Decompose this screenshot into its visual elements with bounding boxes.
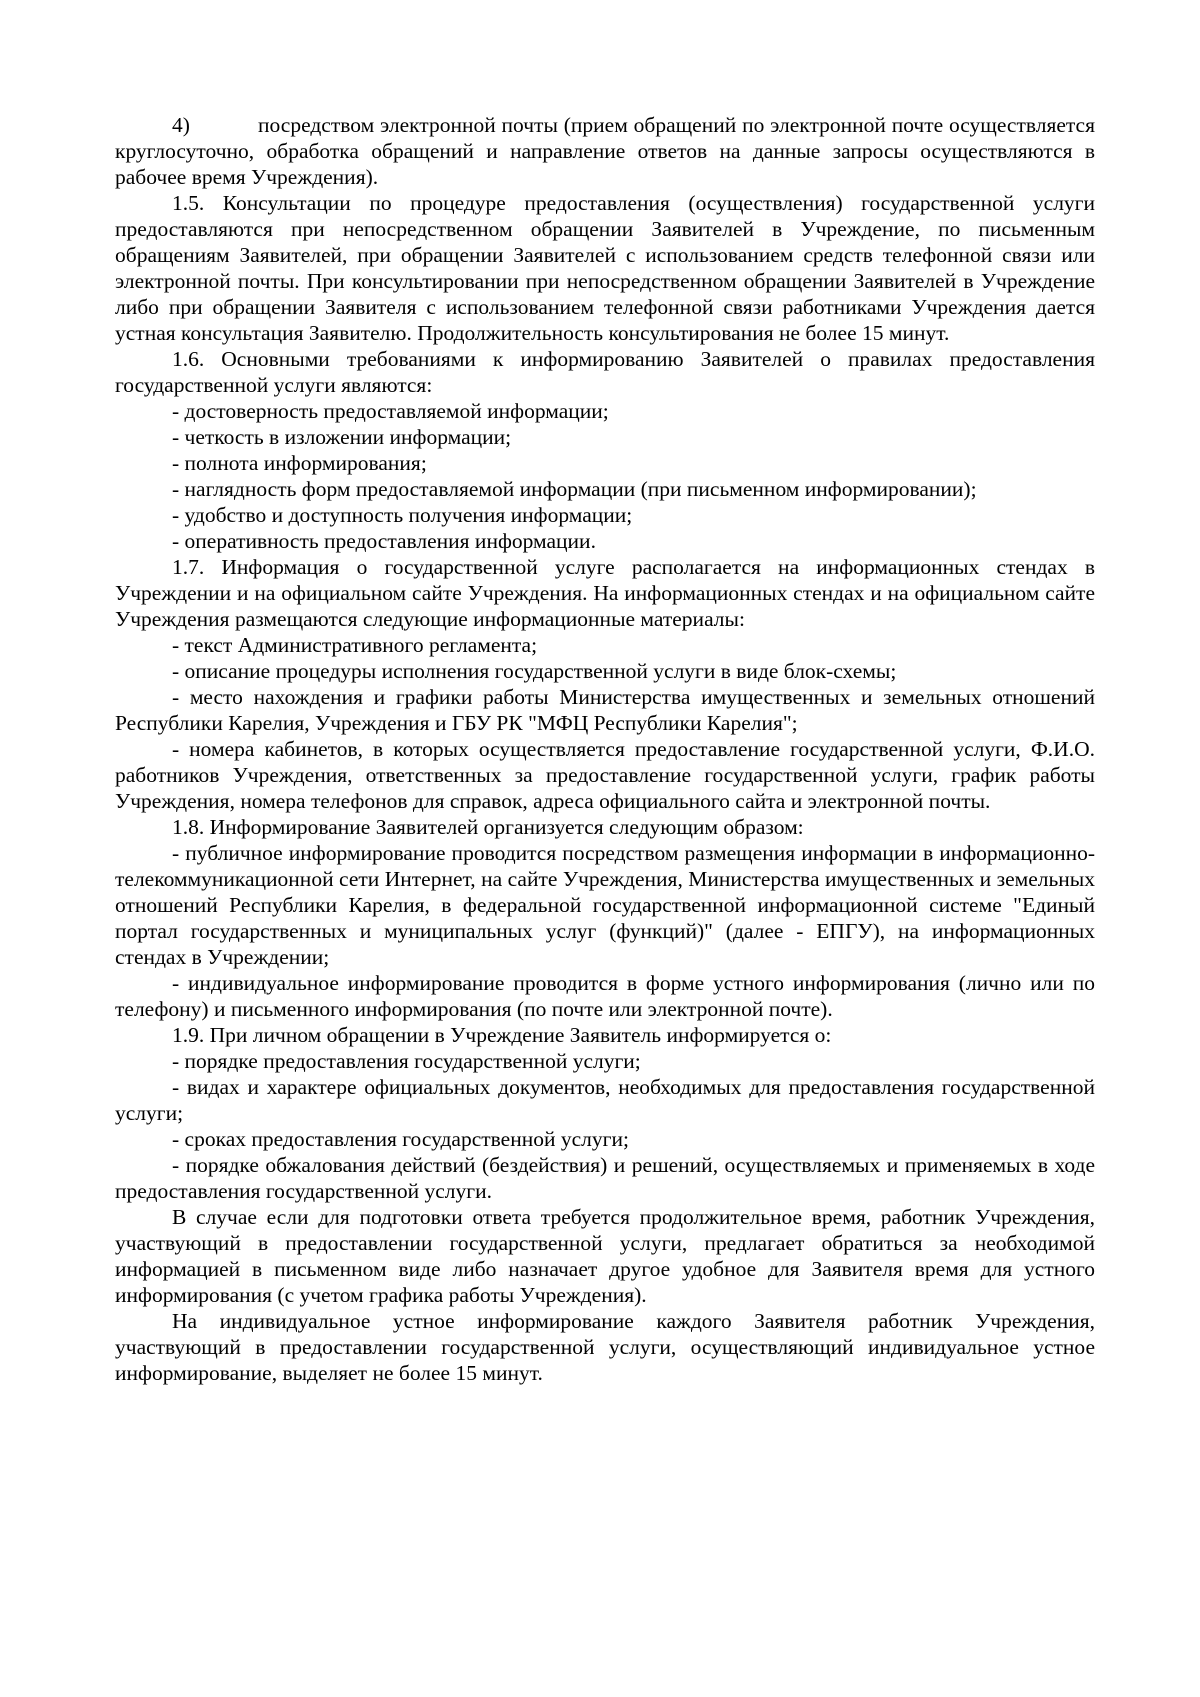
list-item: - оперативность предоставления информации. — [172, 529, 596, 553]
paragraph-case: В случае если для подготовки ответа требуется продолжительное время, работник Учреждения, участвующий в предоставлении государственной услуги, предлагает обратиться за необходимой информацией в письменном виде либо назначает другое удобное для Заявителя время для устного информирования (с учетом графика работы Учреждения). — [115, 1205, 1095, 1307]
paragraph-1-9: 1.9. При личном обращении в Учреждение Заявитель информируется о: — [172, 1023, 832, 1047]
list-item: - достоверность предоставляемой информации; — [172, 399, 609, 423]
list-item: - номера кабинетов, в которых осуществляется предоставление государственной услуги, Ф.И.О. работников Учреждения, ответственных за предоставление государственной услуги, график работы Учреждения, номера телефонов для справок, адреса официального сайта и электронной почты. — [115, 737, 1095, 813]
list-item: - четкость в изложении информации; — [172, 425, 512, 449]
list-item: - порядке предоставления государственной услуги; — [172, 1049, 641, 1073]
paragraph-last: На индивидуальное устное информирование каждого Заявителя работник Учреждения, участвующий в предоставлении государственной услуги, осуществляющий индивидуальное устное информирование, выделяет не более 15 минут. — [115, 1309, 1095, 1385]
list-item: - наглядность форм предоставляемой информации (при письменном информировании); — [172, 477, 977, 501]
list-item: - полнота информирования; — [172, 451, 427, 475]
list-item: - место нахождения и графики работы Министерства имущественных и земельных отношений Республики Карелия, Учреждения и ГБУ РК "МФЦ Республики Карелия"; — [115, 685, 1095, 735]
paragraph-item-4 — [115, 112, 1095, 190]
list-item: - индивидуальное информирование проводится в форме устного информирования (лично или по телефону) и письменного информирования (по почте или электронной почте). — [115, 971, 1095, 1021]
list-item: - текст Административного регламента; — [172, 633, 538, 657]
paragraph-1-7: 1.7. Информация о государственной услуге располагается на информационных стендах в Учреждении и на официальном сайте Учреждения. На информационных стендах и на официальном сайте Учреждения размещаются следующие информационные материалы: — [115, 555, 1095, 631]
paragraph-1-6: 1.6. Основными требованиями к информированию Заявителей о правилах предоставления государственной услуги являются: — [115, 347, 1095, 397]
list-item: - описание процедуры исполнения государственной услуги в виде блок-схемы; — [172, 659, 897, 683]
paragraph-1-8: 1.8. Информирование Заявителей организуется следующим образом: — [172, 815, 804, 839]
item-text: посредством электронной почты (прием обращений по электронной почте осуществляется круглосуточно, обработка обращений и направление ответов на данные запросы осуществляются в рабочее время Учреждения). — [115, 113, 1095, 189]
document-page — [115, 112, 1095, 1386]
paragraph-1-5: 1.5. Консультации по процедуре предоставления (осуществления) государственной услуги предоставляются при непосредственном обращении Заявителей в Учреждение, по письменным обращениям Заявителей, при обращении Заявителей с использованием средств телефонной связи или электронной почты. При консультировании при непосредственном обращении Заявителей в Учреждение либо при обращении Заявителя с использованием телефонной связи работниками Учреждения дается устная консультация Заявителю. Продолжительность консультирования не более 15 минут. — [115, 191, 1095, 345]
item-number: 4) — [172, 113, 190, 137]
list-item: - публичное информирование проводится посредством размещения информации в информационно-телекоммуникационной сети Интернет, на сайте Учреждения, Министерства имущественных и земельных отношений Республики Карелия, в федеральной государственной информационной системе "Единый портал государственных и муниципальных услуг (функций)" (далее - ЕПГУ), на информационных стендах в Учреждении; — [115, 841, 1095, 969]
list-item: - сроках предоставления государственной услуги; — [172, 1127, 629, 1151]
list-item: - порядке обжалования действий (бездействия) и решений, осуществляемых и применяемых в ходе предоставления государственной услуги. — [115, 1153, 1095, 1203]
list-item: - видах и характере официальных документов, необходимых для предоставления государственной услуги; — [115, 1075, 1095, 1125]
list-item: - удобство и доступность получения информации; — [172, 503, 633, 527]
